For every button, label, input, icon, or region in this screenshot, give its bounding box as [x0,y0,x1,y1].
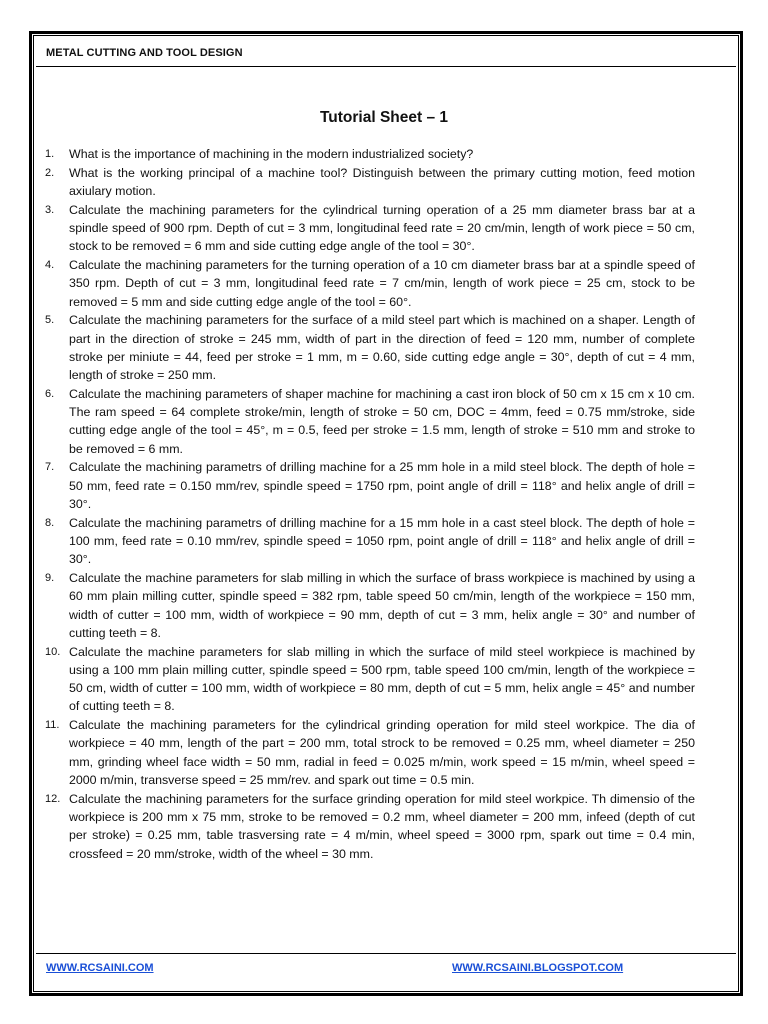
website-link[interactable]: WWW.RCSAINI.COM [46,962,154,974]
question-number: 2. [45,166,55,179]
question-number: 6. [45,387,55,400]
question-item [45,311,695,384]
question-text: What is the importance of machining in the modern industrialized society? [69,147,474,161]
question-text: Calculate the machining parameters for the cylindrical grinding operation for mild steel workpice. The dia of workpiece = 40 mm, length of the part = 200 mm, total strock to be removed = 0.25 mm, wheel diameter = 250 mm, grinding wheel face width = 50 mm, radial in feed = 0.025 m/min, work speed = 15 m/min, wheel speed = 2000 m/min, transverse speed = 25 mm/rev. and spark out time = 0.5 min. [69,718,695,787]
question-text: Calculate the machining parameters of shaper machine for machining a cast iron block of 50 cm x 15 cm x 10 cm. The ram speed = 64 complete stroke/min, length of stroke = 50 cm, DOC = 4mm, feed = 0.75 mm/stroke, side cutting edge angle of the tool = 45°, m = 0.5, feed per stroke = 1.5 mm, length of stroke = 510 mm and stroke to be removed = 6 mm. [69,386,695,456]
question-number: 5. [45,314,55,327]
question-text: Calculate the machine parameters for slab milling in which the surface of mild steel workpiece is machined by using a 100 mm plain milling cutter, spindle speed = 500 rpm, table speed 100 cm/min, length of the workpiece = 50 cm, width of cutter = 100 mm, width of workpiece = 80 mm, depth of cut = 5 mm, helix angle = 45° and number of cutting teeth = 8. [69,644,695,714]
question-text: Calculate the machining parameters for the surface of a mild steel part which is machined on a shaper. Length of part in the direction of stroke = 245 mm, width of part in the direction of feed = 120 mm, number of complete stroke per miniute = 44, feed per stroke = 1 mm, m = 0.60, side cutting edge angle = 30°, depth of cut = 4 mm, length of stroke = 250 mm. [69,313,695,383]
question-item [45,790,695,863]
document-header-title: METAL CUTTING AND TOOL DESIGN [46,47,243,59]
question-item [45,569,695,642]
question-list [45,145,695,863]
question-item [45,256,695,311]
question-item [45,201,695,256]
question-number: 8. [45,516,55,529]
question-text: What is the working principal of a machine tool? Distinguish between the primary cutting motion, feed motion axiulary motion. [69,165,695,198]
question-number: 9. [45,571,55,584]
question-text: Calculate the machining parameters for the surface grinding operation for mild steel workpice. Th dimensio of the workpiece is 200 mm x 75 mm, stroke to be removed = 0.2 mm, wheel diameter = 200 mm, infeed (depth of cut per stroke) = 0.25 mm, table trasversing rate = 4 m/min, wheel speed = 3000 rpm, spark out time = 0.4 min, crossfeed = 20 mm/stroke, width of the wheel = 30 mm. [69,791,695,861]
question-item [45,716,695,789]
question-text: Calculate the machine parameters for slab milling in which the surface of brass workpiece is machined by using a 60 mm plain milling cutter, spindle speed = 382 rpm, table speed 50 cm/min, length of the workpiece = 150 mm, width of cutter = 100 mm, width of workpiece = 90 mm, depth of cut = 3 mm, helix angle = 30° and number of cutting teeth = 8. [69,570,695,640]
question-number: 10. [45,645,61,658]
question-item [45,164,695,201]
question-item [45,385,695,458]
question-number: 12. [45,792,61,805]
question-item [45,458,695,513]
question-number: 1. [45,148,55,160]
question-text: Calculate the machining parameters for the turning operation of a 10 cm diameter brass bar at a spindle speed of 350 rpm. Depth of cut = 3 mm, longitudinal feed rate = 7 cm/min, length of work piece = 25 cm, stock to be removed = 5 mm and side cutting edge angle of the tool = 60°. [69,257,695,309]
question-number: 3. [45,203,55,216]
question-item [45,145,695,163]
question-text: Calculate the machining parametrs of drilling machine for a 25 mm hole in a mild steel block. The depth of hole = 50 mm, feed rate = 0.150 mm/rev, spindle speed = 1750 rpm, point angle of drill = 118° and helix angle of drill = 30°. [69,460,695,511]
footer-divider [36,953,736,954]
question-text: Calculate the machining parametrs of drilling machine for a 15 mm hole in a cast steel block. The depth of hole = 100 mm, feed rate = 0.10 mm/rev, spindle speed = 1050 rpm, point angle of drill = 118° and helix angle of drill = 30°. [69,515,695,567]
question-text: Calculate the machining parameters for the cylindrical turning operation of a 25 mm diameter brass bar at a spindle speed of 900 rpm. Depth of cut = 3 mm, longitudinal feed rate = 20 cm/min, length of work piece = 50 cm, stock to be removed = 6 mm and side cutting edge angle of the tool = 30°. [69,202,695,254]
question-number: 11. [45,719,60,732]
question-item [45,514,695,569]
question-item [45,643,695,716]
header-divider [36,66,736,67]
page-title: Tutorial Sheet – 1 [319,109,449,126]
question-number: 4. [45,258,55,271]
question-number: 7. [45,461,55,474]
blog-link[interactable]: WWW.RCSAINI.BLOGSPOT.COM [452,962,624,974]
